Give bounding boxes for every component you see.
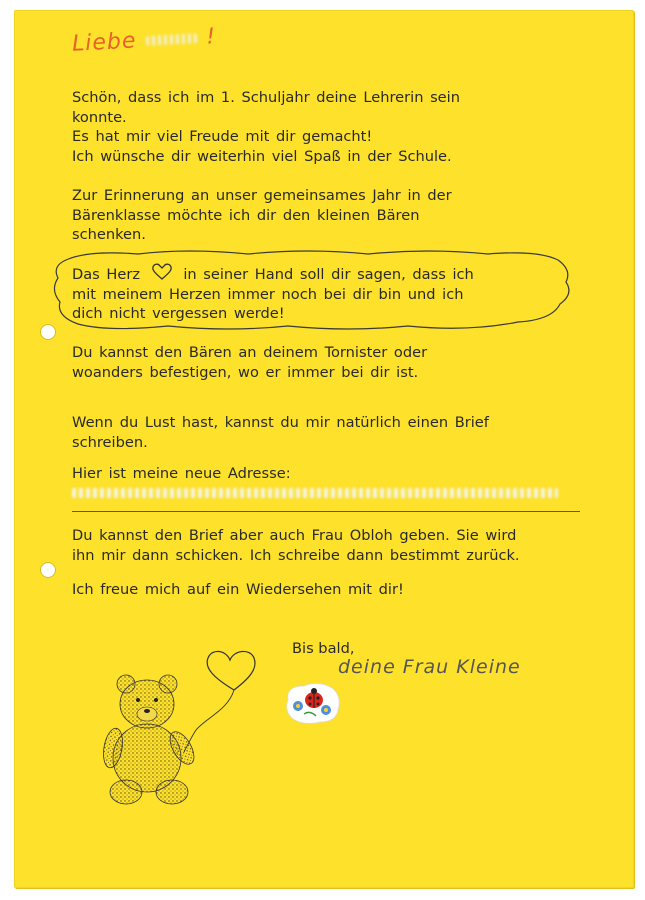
paragraph-intro	[72, 88, 572, 166]
text-line: woanders befestigen, wo er immer bei dir ist.	[72, 363, 419, 381]
redacted-address	[72, 488, 558, 498]
paragraph-goodbye	[72, 580, 572, 600]
paragraph-letter	[72, 413, 572, 452]
text-line: Schön, dass ich im 1. Schuljahr deine Lehrerin sein	[72, 89, 460, 106]
teddy-bear-drawing	[96, 640, 276, 810]
text-line: konnte.	[72, 108, 127, 126]
text-line: mit meinem Herzen immer noch bei dir bin und ich	[72, 285, 464, 303]
text-line: Es hat mir viel Freude mit dir gemacht!	[72, 128, 373, 145]
text-segment: in seiner Hand soll dir sagen, dass ich	[183, 266, 474, 283]
text-line: schenken.	[72, 226, 146, 243]
closing: Bis bald,	[292, 640, 355, 657]
paragraph-heart	[72, 263, 572, 324]
ladybug-sticker	[282, 680, 342, 726]
text-line: ihn mir dann schicken. Ich schreibe dann bestimmt zurück.	[72, 546, 520, 564]
text-line: Du kannst den Bären an deinem Tornister oder	[72, 344, 428, 361]
text-line: dich nicht vergessen werde!	[72, 305, 285, 322]
greeting-prefix: Liebe	[71, 28, 138, 57]
redacted-name	[146, 33, 198, 46]
text-line: Ich wünsche dir weiterhin viel Spaß in der Schule.	[72, 147, 452, 165]
heart-icon	[151, 263, 173, 281]
text-line: Bärenklasse möchte ich dir den kleinen Bären	[72, 206, 420, 224]
text-line: Zur Erinnerung an unser gemeinsames Jahr in der	[72, 187, 452, 204]
signature: deine Frau Kleine	[338, 656, 521, 678]
text-line: Hier ist meine neue Adresse:	[72, 465, 291, 482]
paragraph-address-label	[72, 464, 572, 484]
paragraph-obloh	[72, 526, 572, 565]
text-segment: Das Herz	[72, 266, 141, 283]
text-line: Wenn du Lust hast, kannst du mir natürlich einen Brief	[72, 414, 489, 431]
paragraph-tornister	[72, 343, 572, 382]
text-line: Ich freue mich auf ein Wiedersehen mit dir!	[72, 581, 404, 598]
text-line: schreiben.	[72, 433, 148, 451]
paragraph-memory	[72, 186, 572, 245]
divider	[72, 511, 580, 512]
text-line: Du kannst den Brief aber auch Frau Obloh geben. Sie wird	[72, 527, 517, 544]
greeting-suffix: !	[205, 24, 217, 50]
punch-hole-bottom	[40, 562, 56, 578]
